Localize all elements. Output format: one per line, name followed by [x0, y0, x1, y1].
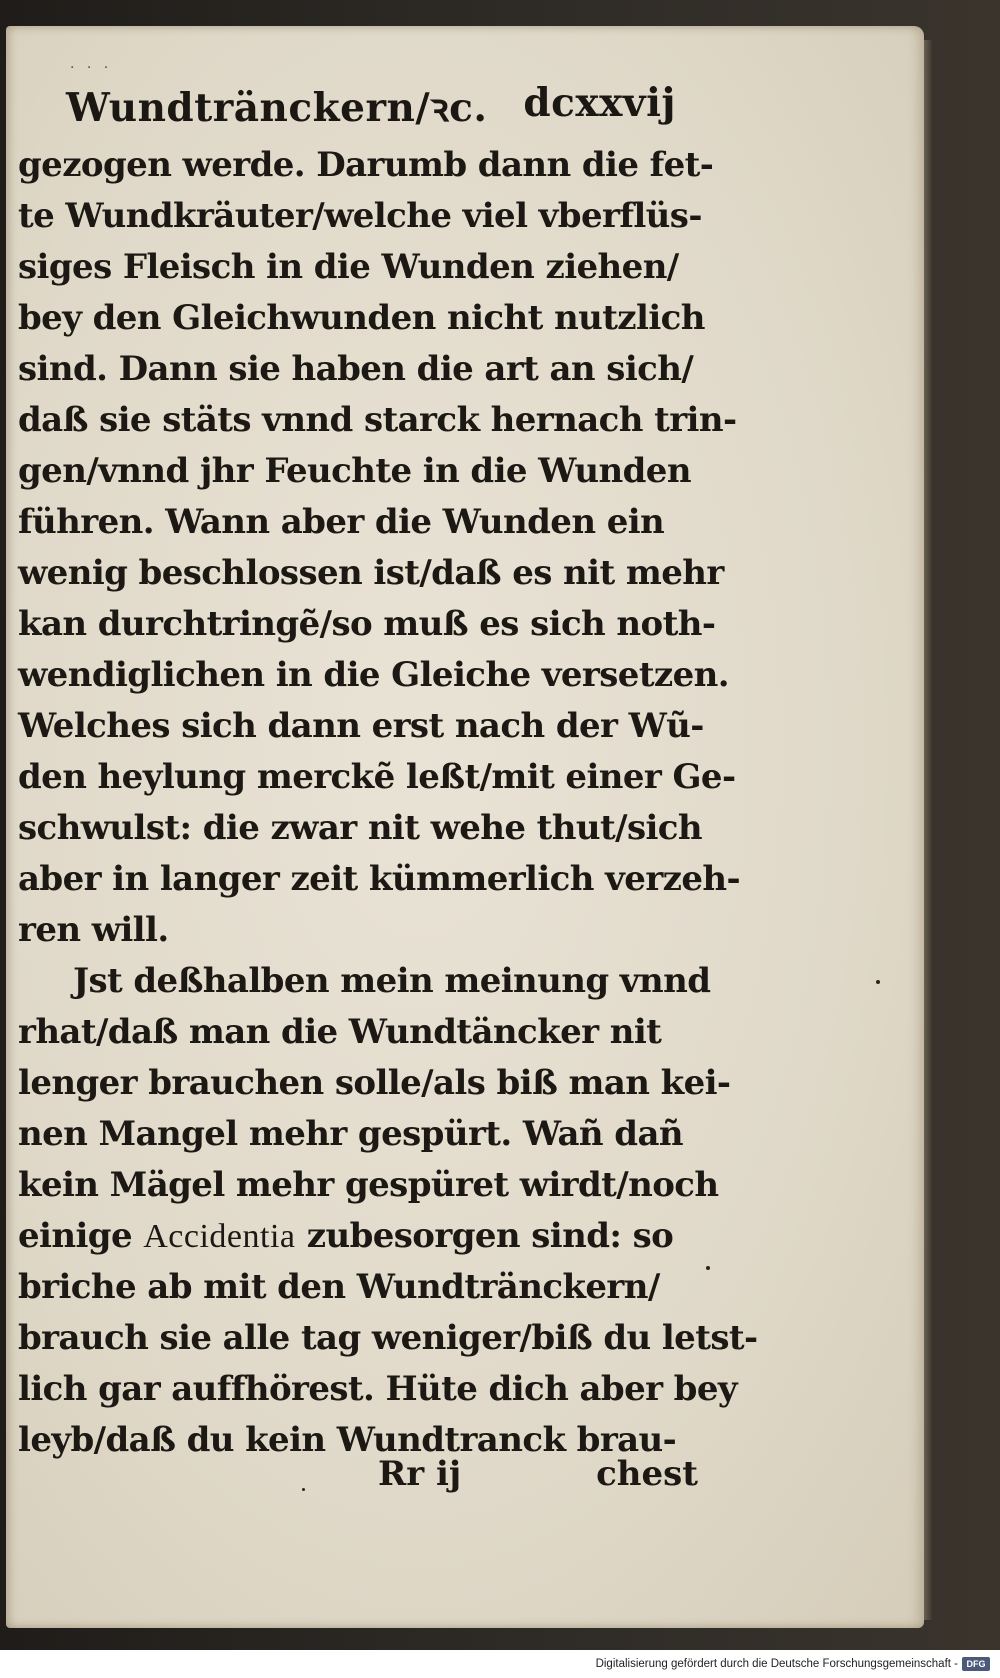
antiqua-word: Accidentia — [143, 1218, 296, 1255]
page-edge — [924, 40, 932, 1620]
text-line: leyb/daß du kein Wundtranck brau- — [18, 1420, 677, 1460]
running-head: Wundtränckern/ꝛc. — [66, 85, 488, 131]
text-line: brauch sie alle tag weniger/biß du letst- — [18, 1318, 758, 1358]
text-line: ren will. — [18, 910, 169, 950]
ink-speck — [876, 980, 880, 984]
text-line: kein Mägel mehr gespüret wirdt/noch — [18, 1165, 719, 1205]
catchword: chest — [596, 1454, 698, 1494]
signature-mark: Rr ij — [378, 1454, 462, 1494]
ink-speck — [302, 1488, 305, 1491]
dfg-logo: DFG — [962, 1657, 990, 1671]
text-line: briche ab mit den Wundtränckern/ — [18, 1267, 660, 1307]
text-line: wenig beschlossen ist/daß es nit mehr — [18, 553, 724, 593]
body-text — [18, 140, 758, 1466]
text-line: schwulst: die zwar nit wehe thut/sich — [18, 808, 703, 848]
text-line: den heylung merckẽ leßt/mit einer Ge- — [18, 757, 736, 797]
text-line: daß sie stäts vnnd starck hernach trin- — [18, 400, 737, 440]
text-line: lich gar auffhörest. Hüte dich aber bey — [18, 1369, 738, 1409]
text-segment: einige — [18, 1216, 144, 1256]
text-line: gezogen werde. Darumb dann die fet- — [18, 145, 714, 185]
text-line: nen Mangel mehr gespürt. Wañ dañ — [18, 1114, 684, 1154]
text-line: führen. Wann aber die Wunden ein — [18, 502, 665, 542]
text-line: rhat/daß man die Wundtäncker nit — [18, 1012, 662, 1052]
text-line: kan durchtringẽ/so muß es sich noth- — [18, 604, 716, 644]
text-line: aber in langer zeit kümmerlich verzeh- — [18, 859, 741, 899]
text-segment: zubesorgen sind: so — [295, 1216, 674, 1256]
text-line: bey den Gleichwunden nicht nutzlich — [18, 298, 705, 338]
folio-number: dcxxvij — [523, 80, 676, 126]
text-line: Welches sich dann erst nach der Wũ- — [18, 706, 704, 746]
text-line: sind. Dann sie haben die art an sich/ — [18, 349, 694, 389]
text-line: wendiglichen in die Gleiche versetzen. — [18, 655, 730, 695]
text-line — [18, 1211, 698, 1262]
signature-line — [378, 1454, 698, 1504]
ink-speck — [706, 1266, 710, 1270]
text-line: te Wundkräuter/welche viel vberflüs- — [18, 196, 702, 236]
funding-credit: Digitalisierung gefördert durch die Deutsche Forschungsgemeinschaft - — [595, 1658, 958, 1670]
text-line: gen/vnnd jhr Feuchte in die Wunden — [18, 451, 691, 491]
paragraph-start-line: Jst deßhalben mein meinung vnnd — [73, 961, 711, 1001]
text-line: lenger brauchen solle/als biß man kei- — [18, 1063, 731, 1103]
page-header — [66, 72, 676, 132]
footer-bar — [0, 1650, 1000, 1678]
decorative-dots: · · · — [70, 60, 113, 76]
text-line: siges Fleisch in die Wunden ziehen/ — [18, 247, 679, 287]
